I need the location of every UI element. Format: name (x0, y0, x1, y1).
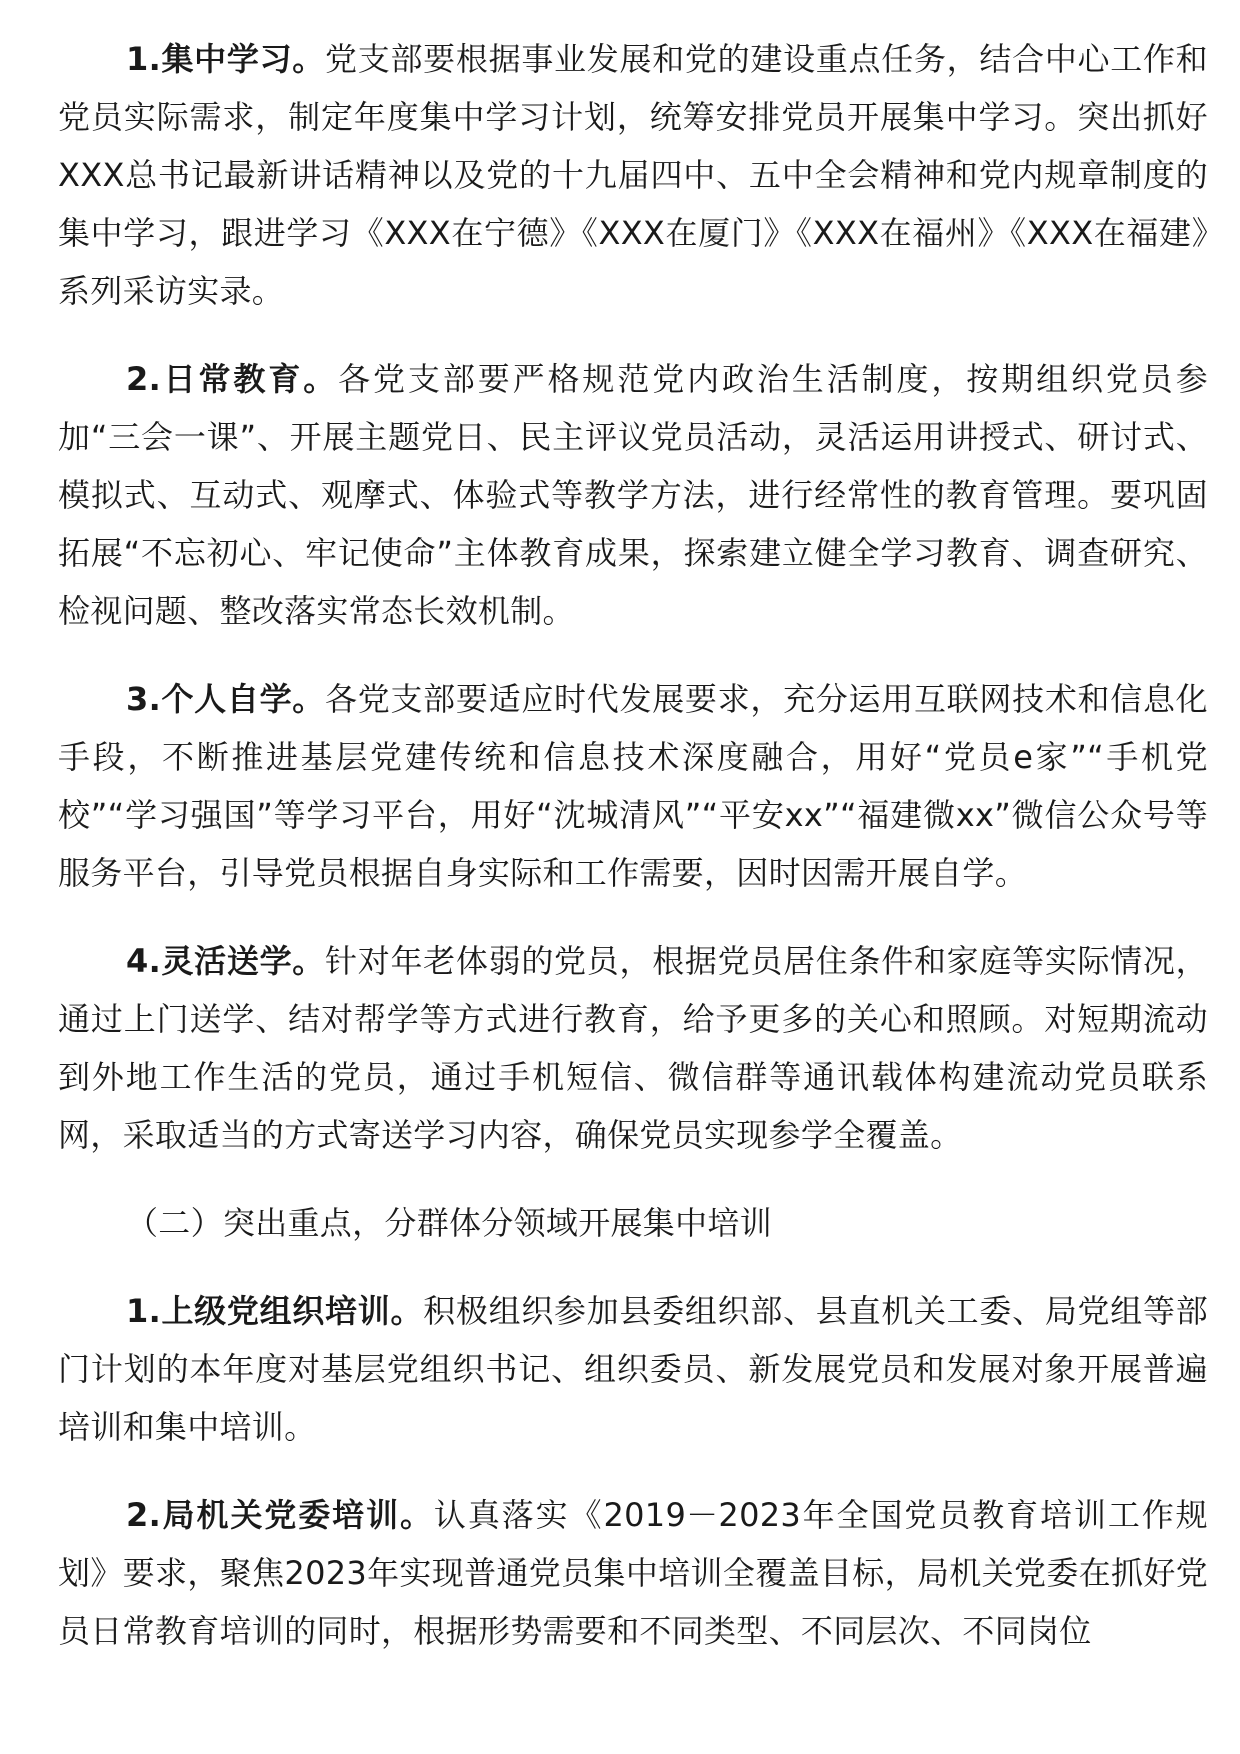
paragraph-text: 积极组织参加县委组织部、县直机关工委、局党组等部门计划的本年度对基层党组织书记、组织委员、新发展党员和发展对象开展普遍培训和集中培训。 (58, 1292, 1208, 1446)
paragraph-centralized-study (58, 30, 1208, 320)
paragraph-text: 认真落实《2019－2023年全国党员教育培训工作规划》要求，聚焦2023年实现普通党员集中培训全覆盖目标，局机关党委在抓好党员日常教育培训的同时，根据形势需要和不同类型、不同层次、不同岗位 (58, 1496, 1208, 1650)
document-page (58, 30, 1208, 1690)
paragraph-text: 各党支部要适应时代发展要求，充分运用互联网技术和信息化手段，不断推进基层党建传统和信息技术深度融合，用好“党员e家”“手机党校”“学习强国”等学习平台，用好“沈城清风”“平安xx”“福建微xx”微信公众号等服务平台，引导党员根据自身实际和工作需要，因时因需开展自学。 (58, 680, 1208, 892)
paragraph-self-study (58, 670, 1208, 902)
paragraph-text: 各党支部要严格规范党内政治生活制度，按期组织党员参加“三会一课”、开展主题党日、民主评议党员活动，灵活运用讲授式、研讨式、模拟式、互动式、观摩式、体验式等教学方法，进行经常性的教育管理。要巩固拓展“不忘初心、牢记使命”主体教育成果，探索建立健全学习教育、调查研究、检视问题、整改落实常态长效机制。 (58, 360, 1208, 630)
section-heading: （二）突出重点，分群体分领域开展集中培训 (126, 1204, 773, 1242)
paragraph-superior-training (58, 1282, 1208, 1456)
paragraph-text: 党支部要根据事业发展和党的建设重点任务，结合中心工作和党员实际需求，制定年度集中学习计划，统筹安排党员开展集中学习。突出抓好XXX总书记最新讲话精神以及党的十九届四中、五中全会精神和党内规章制度的集中学习，跟进学习《XXX在宁德》《XXX在厦门》《XXX在福州》《XXX在福建》系列采访实录。 (58, 40, 1208, 310)
paragraph-lead: 1.集中学习。 (126, 40, 326, 78)
paragraph-flexible-delivery (58, 932, 1208, 1164)
paragraph-lead: 4.灵活送学。 (126, 942, 326, 980)
paragraph-lead: 2.局机关党委培训。 (126, 1496, 434, 1534)
paragraph-lead: 3.个人自学。 (126, 680, 326, 718)
paragraph-daily-education (58, 350, 1208, 640)
paragraph-lead: 2.日常教育。 (126, 360, 339, 398)
paragraph-party-committee-training (58, 1486, 1208, 1660)
paragraph-lead: 1.上级党组织培训。 (126, 1292, 424, 1330)
paragraph-text: 针对年老体弱的党员，根据党员居住条件和家庭等实际情况，通过上门送学、结对帮学等方式进行教育，给予更多的关心和照顾。对短期流动到外地工作生活的党员，通过手机短信、微信群等通讯载体构建流动党员联系网，采取适当的方式寄送学习内容，确保党员实现参学全覆盖。 (58, 942, 1208, 1154)
